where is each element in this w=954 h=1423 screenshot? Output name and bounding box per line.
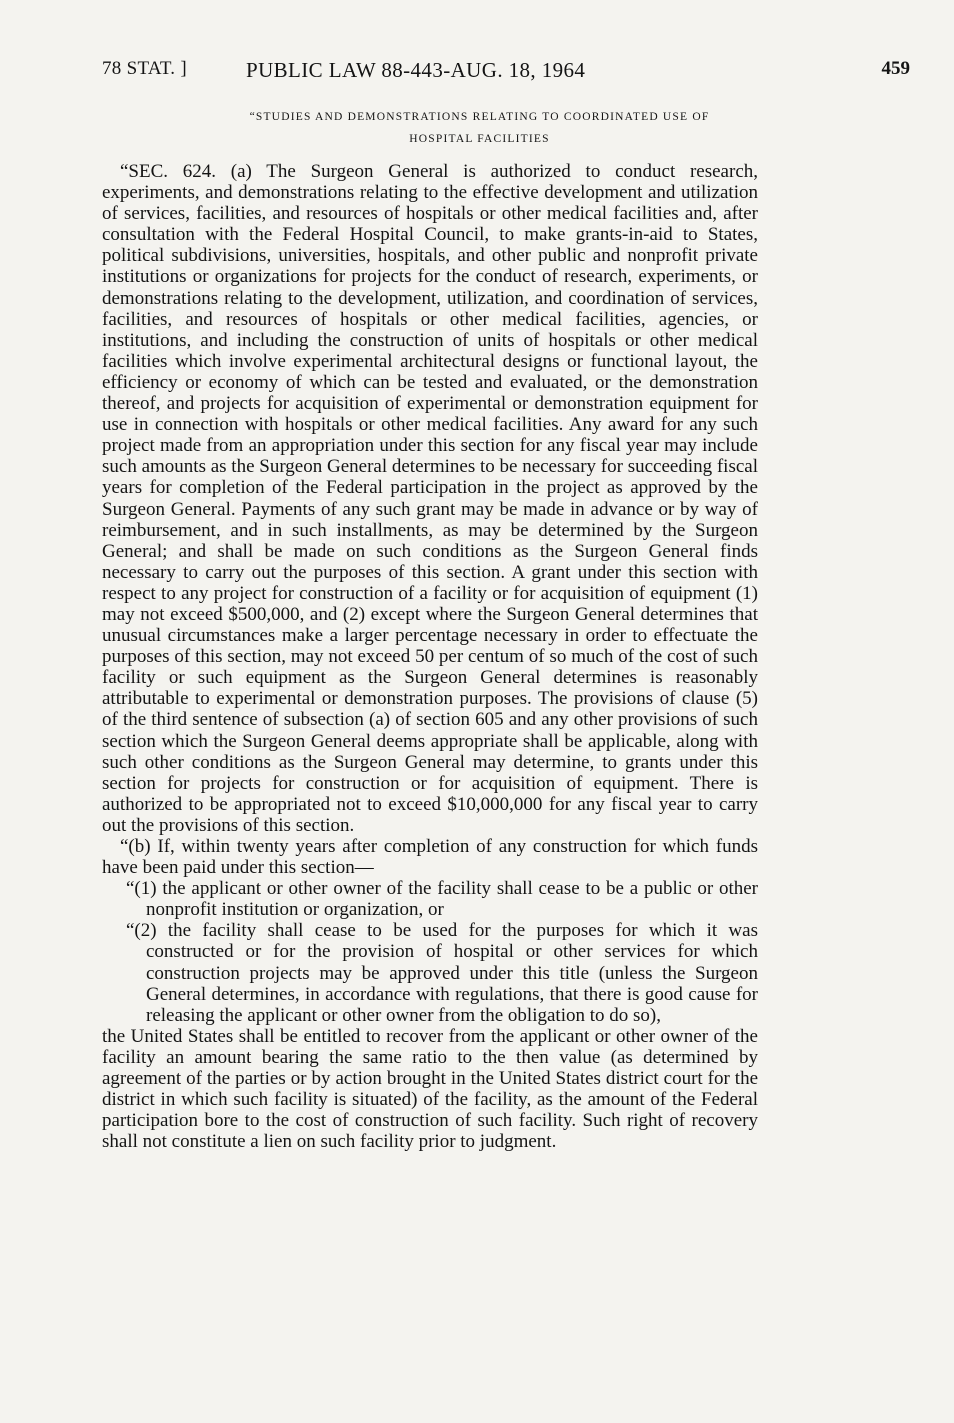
- page-number: 459: [881, 58, 910, 79]
- section-heading: [102, 106, 857, 150]
- subsection-b-conclusion: the United States shall be entitled to recover from the applicant or other owner of the facility an amount bearing the same ratio to the then value (as determined by agreement of the parties or by action brought in the United States district court for the district in which such facility is situated) of the facility, as the amount of the Federal participation bore to the cost of construction of such facility. Such right of recovery shall not constitute a lien on such facility prior to judgment.: [102, 1025, 758, 1153]
- page-header: [102, 58, 910, 88]
- clause-b-1: “(1) the applicant or other owner of the facility shall cease to be a public or other nonprofit institution or organization, or: [126, 878, 758, 921]
- statute-reference: 78 STAT. ]: [102, 58, 188, 79]
- clause-b-2: “(2) the facility shall cease to be used for the purposes for which it was constructed or for the provision of hospital or other services for which construction projects may be approved under this title (unless the Surgeon General determines, in accordance with regulations, that there is good cause for releasing the applicant or other owner from the obligation to do so),: [126, 920, 758, 1026]
- subsection-b-intro: “(b) If, within twenty years after completion of any construction for which funds have been paid under this section—: [102, 836, 758, 879]
- public-law-title: PUBLIC LAW 88-443-AUG. 18, 1964: [246, 58, 586, 82]
- subsection-b-clauses: [102, 878, 758, 1026]
- section-heading-line-2: HOSPITAL FACILITIES: [409, 133, 550, 145]
- section-heading-line-1: “STUDIES AND DEMONSTRATIONS RELATING TO COORDINATED USE OF: [249, 111, 710, 123]
- statute-text: [102, 161, 758, 1152]
- subsection-a: “SEC. 624. (a) The Surgeon General is authorized to conduct research, experiments, and demonstrations relating to the effective development and utilization of services, facilities, and resources of hospitals or other medical facilities and, after consultation with the Federal Hospital Council, to make grants-in-aid to States, political subdivisions, universities, hospitals, and other public and nonprofit private institutions or organizations for projects for the conduct of research, experiments, or demonstrations relating to the development, utilization, and coordination of services, facilities, and resources of hospitals or other medical facilities, agencies, or institutions, and including the construction of units of hospitals or other medical facilities which involve experimental architectural designs or functional layout, the efficiency or economy of which can be tested and evaluated, or the demonstration thereof, and projects for acquisition of experimental or demonstration equipment for use in connection with hospitals or other medical facilities. Any award for any such project made from an appropriation under this section for any fiscal year may include such amounts as the Surgeon General determines to be necessary for succeeding fiscal years for completion of the Federal participation in the project as approved by the Surgeon General. Payments of any such grant may be made in advance or by way of reimbursement, and in such installments, as may be determined by the Surgeon General; and shall be made on such conditions as the Surgeon General finds necessary to carry out the purposes of this section. A grant under this section with respect to any project for construction of a facility or for acquisition of equipment (1) may not exceed $500,000, and (2) except where the Surgeon General determines that unusual circumstances make a larger percentage necessary in order to effectuate the purposes of this section, may not exceed 50 per centum of so much of the cost of such facility or such equipment as the Surgeon General determines is reasonably attributable to experimental or demonstration purposes. The provisions of clause (5) of the third sentence of subsection (a) of section 605 and any other provisions of such section which the Surgeon General deems appropriate shall be applicable, along with such other conditions as the Surgeon General may determine, to grants under this section for projects for construction or for acquisition of equipment. There is authorized to be appropriated not to exceed $10,000,000 for any fiscal year to carry out the provisions of this section.: [102, 161, 758, 836]
